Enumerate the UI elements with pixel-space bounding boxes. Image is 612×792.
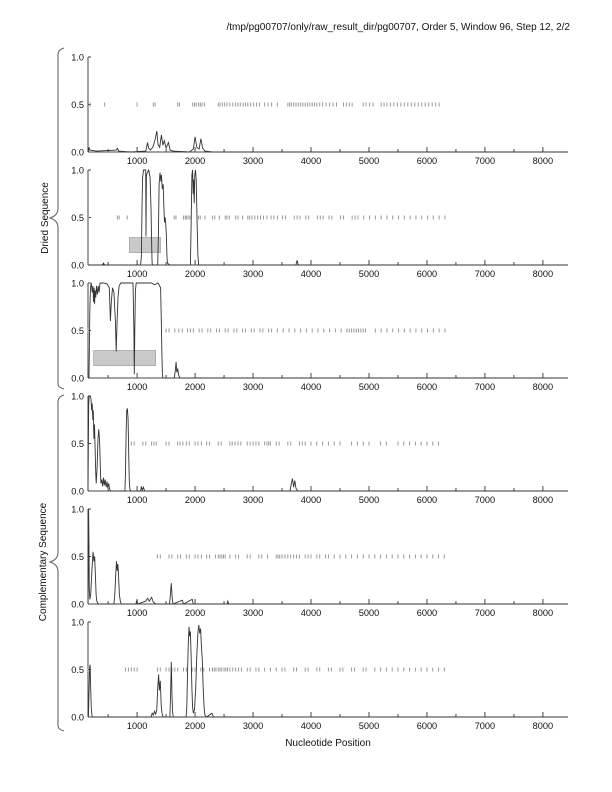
x-tick-label: 4000	[300, 382, 322, 392]
dried-sequence-brace	[50, 48, 64, 389]
x-tick-label: 2000	[184, 721, 206, 731]
y-tick-label: 0.5	[71, 326, 84, 336]
highlight-region	[129, 237, 160, 252]
x-tick-label: 7000	[474, 156, 496, 166]
x-tick-label: 1000	[126, 495, 148, 505]
x-tick-label: 8000	[532, 156, 554, 166]
panel-dried-2	[71, 166, 568, 280]
y-tick-label: 0.0	[71, 712, 84, 723]
match-ticks	[94, 555, 445, 559]
dried-sequence-label: Dried Sequence	[40, 182, 51, 254]
x-tick-label: 2000	[184, 382, 206, 392]
match-ticks	[88, 329, 445, 333]
y-tick-label: 1.0	[71, 165, 84, 176]
complementary-sequence-label: Complementary Sequence	[38, 502, 49, 622]
x-tick-label: 6000	[416, 495, 438, 505]
x-tick-label: 5000	[358, 156, 380, 166]
x-axis-title: Nucleotide Position	[285, 738, 371, 749]
panel-dried-1	[71, 53, 568, 167]
x-tick-label: 4000	[300, 156, 322, 166]
x-tick-label: 7000	[474, 495, 496, 505]
x-tick-label: 2000	[184, 608, 206, 618]
match-ticks	[131, 442, 438, 446]
x-tick-label: 1000	[126, 269, 148, 279]
x-tick-label: 5000	[358, 382, 380, 392]
x-tick-label: 5000	[358, 495, 380, 505]
x-tick-label: 8000	[532, 495, 554, 505]
x-tick-label: 2000	[184, 495, 206, 505]
x-tick-label: 5000	[358, 269, 380, 279]
x-tick-label: 8000	[532, 269, 554, 279]
x-tick-label: 3000	[242, 382, 264, 392]
x-tick-label: 3000	[242, 608, 264, 618]
complementary-sequence-brace	[50, 395, 64, 731]
x-tick-label: 1000	[126, 156, 148, 166]
y-tick-label: 0.5	[71, 552, 84, 562]
y-tick-label: 0.5	[71, 665, 84, 675]
x-tick-label: 6000	[416, 608, 438, 618]
x-tick-label: 7000	[474, 608, 496, 618]
signal-curve	[88, 396, 567, 491]
y-tick-label: 0.0	[71, 373, 84, 384]
y-tick-label: 1.0	[71, 391, 84, 402]
y-tick-label: 0.0	[71, 599, 84, 610]
x-tick-label: 8000	[532, 382, 554, 392]
panel-complementary-2	[71, 505, 568, 619]
x-tick-label: 8000	[532, 608, 554, 618]
y-tick-label: 0.5	[71, 439, 84, 449]
x-tick-label: 3000	[242, 495, 264, 505]
y-tick-label: 0.5	[71, 213, 84, 223]
x-tick-label: 7000	[474, 721, 496, 731]
x-tick-label: 7000	[474, 269, 496, 279]
x-tick-label: 5000	[358, 721, 380, 731]
x-tick-label: 7000	[474, 382, 496, 392]
x-tick-label: 6000	[416, 156, 438, 166]
y-tick-label: 1.0	[71, 278, 84, 289]
x-tick-label: 2000	[184, 156, 206, 166]
y-tick-label: 0.0	[71, 260, 84, 271]
x-tick-label: 6000	[416, 269, 438, 279]
panel-complementary-3	[71, 618, 568, 732]
x-tick-label: 1000	[126, 721, 148, 731]
signal-curve	[89, 283, 567, 378]
x-tick-label: 6000	[416, 382, 438, 392]
y-tick-label: 0.5	[71, 100, 84, 110]
x-tick-label: 5000	[358, 608, 380, 618]
page-title: /tmp/pg00707/only/raw_result_dir/pg00707, Order 5, Window 96, Step 12, 2/2	[226, 22, 570, 33]
x-tick-label: 3000	[242, 269, 264, 279]
x-tick-label: 4000	[300, 608, 322, 618]
x-tick-label: 2000	[184, 269, 206, 279]
panels-group	[71, 53, 568, 732]
panel-complementary-1	[71, 392, 568, 506]
y-tick-label: 0.0	[71, 486, 84, 497]
x-tick-label: 1000	[126, 382, 148, 392]
x-tick-label: 4000	[300, 721, 322, 731]
x-tick-label: 1000	[126, 608, 148, 618]
match-ticks	[88, 668, 445, 672]
panel-dried-3	[71, 279, 568, 393]
y-tick-label: 1.0	[71, 617, 84, 628]
y-tick-label: 1.0	[71, 504, 84, 515]
x-tick-label: 3000	[242, 156, 264, 166]
x-tick-label: 4000	[300, 495, 322, 505]
x-tick-label: 4000	[300, 269, 322, 279]
signal-curve	[88, 131, 567, 152]
highlight-region	[94, 350, 156, 365]
x-tick-label: 8000	[532, 721, 554, 731]
x-tick-label: 3000	[242, 721, 264, 731]
y-tick-label: 1.0	[71, 52, 84, 63]
y-tick-label: 0.0	[71, 147, 84, 158]
match-ticks	[90, 103, 439, 107]
x-tick-label: 6000	[416, 721, 438, 731]
